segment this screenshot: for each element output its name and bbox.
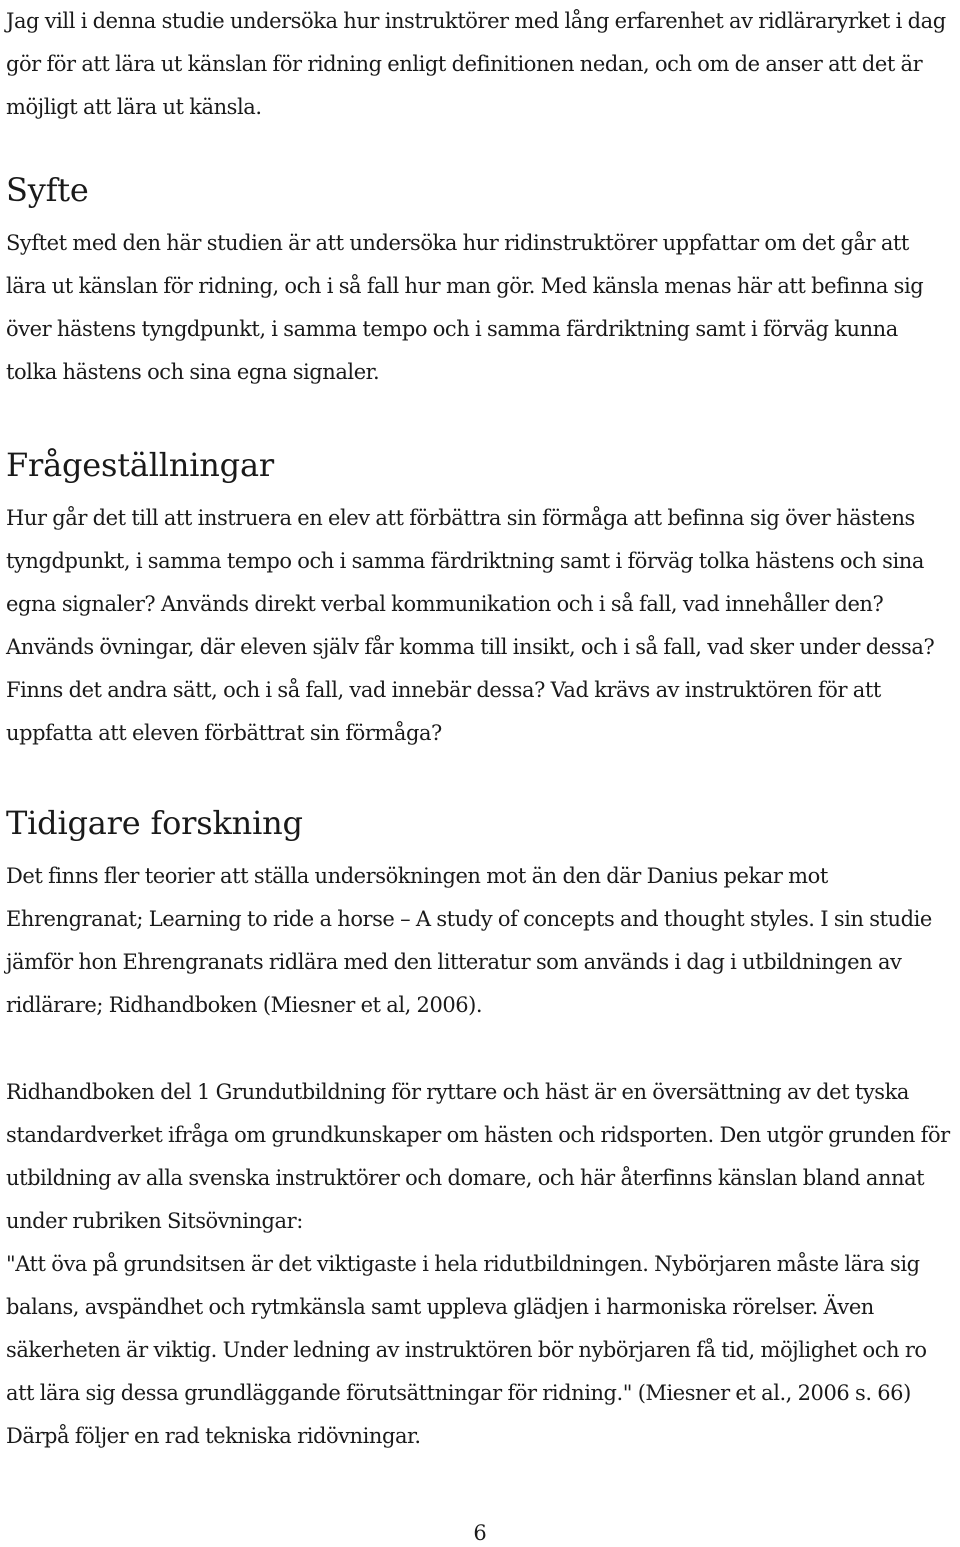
fragestallningar-heading: Frågeställningar: [6, 446, 274, 484]
tidigare-forskning-paragraph-2: Ridhandboken del 1 Grundutbildning för ryttare och häst är en översättning av det tyska standardverket ifråga om grundkunskaper om hästen och ridsporten. Den utgör grunden för utbildning av alla svenska instruktörer och domare, och här återfinns känslan bland annat under rubriken Sitsövningar:: [6, 1080, 950, 1233]
tidigare-forskning-heading: Tidigare forskning: [6, 804, 303, 842]
syfte-heading: Syfte: [6, 171, 89, 209]
tidigare-forskning-paragraph-1: Det finns fler teorier att ställa undersökningen mot än den där Danius pekar mot Ehrengranat; Learning to ride a horse – A study of concepts and thought styles. I sin studie jämför hon Ehrengranats ridlära med den litteratur som används i dag i utbildningen av ridlärare; Ridhandboken (Miesner et al, 2006).: [6, 864, 932, 1017]
intro-paragraph: Jag vill i denna studie undersöka hur instruktörer med lång erfarenhet av ridläraryrket i dag gör för att lära ut känslan för ridning enligt definitionen nedan, och om de anser att det är möjligt att lära ut känsla.: [6, 9, 946, 119]
fragestallningar-paragraph: Hur går det till att instruera en elev att förbättra sin förmåga att befinna sig över hästens tyngdpunkt, i samma tempo och i samma färdriktning samt i förväg tolka hästens och sina egna signaler? Används direkt verbal kommunikation och i så fall, vad innehåller den? Används övningar, där eleven själv får komma till insikt, och i så fall, vad sker under dessa? Finns det andra sätt, och i så fall, vad innebär dessa? Vad krävs av instruktören för att uppfatta att eleven förbättrat sin förmåga?: [6, 506, 935, 745]
block-quote: "Att öva på grundsitsen är det viktigaste i hela ridutbildningen. Nybörjaren måste lära sig balans, avspändhet och rytmkänsla samt uppleva glädjen i harmoniska rörelser. Även säkerheten är viktig. Under ledning av instruktören bör nybörjaren få tid, möjlighet och ro att lära sig dessa grundläggande förutsättningar för ridning." (Miesner et al., 2006 s. 66) Därpå följer en rad tekniska ridövningar.: [6, 1252, 927, 1448]
syfte-paragraph: Syftet med den här studien är att undersöka hur ridinstruktörer uppfattar om det går att lära ut känslan för ridning, och i så fall hur man gör. Med känsla menas här att befinna sig över hästens tyngdpunkt, i samma tempo och i samma färdriktning samt i förväg kunna tolka hästens och sina egna signaler.: [6, 231, 924, 384]
page-number: 6: [473, 1521, 487, 1545]
